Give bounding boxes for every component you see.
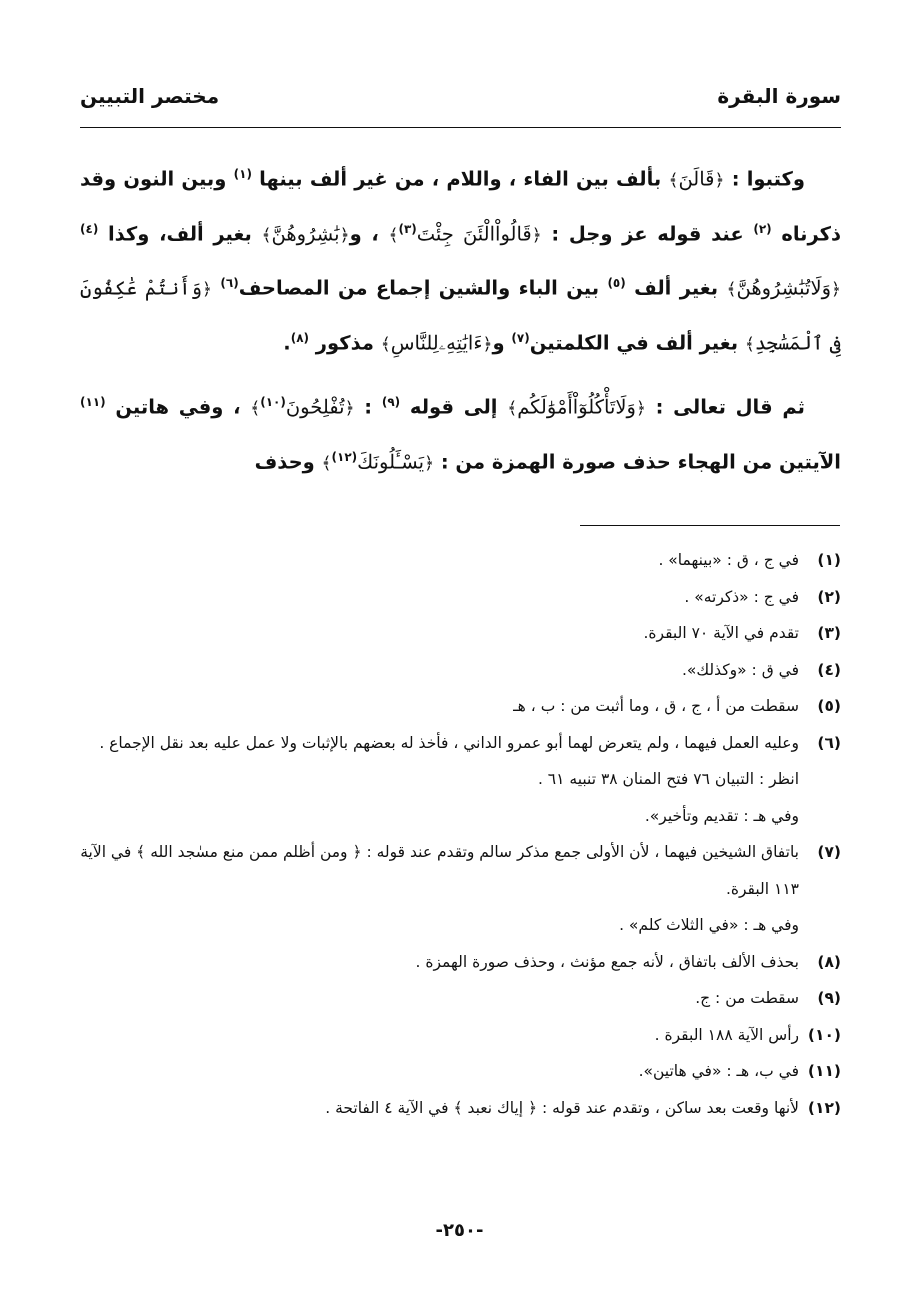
footnote-12	[80, 1090, 841, 1127]
quran-bracket-close: ﴾	[744, 334, 755, 354]
quran-bracket-close: ﴾	[250, 398, 261, 419]
footnote-continuation: انظر : التبيان ٧٦ فتح المنان ٣٨ تنبيه ٦١ .	[537, 770, 799, 788]
quran-bracket-close: ﴾	[261, 225, 272, 245]
footnote-8	[80, 944, 841, 981]
footnote-text: باتفاق الشيخين فيهما ، لأن الأولى جمع مذكر سالم وتقدم عند قوله : ﴿ ومن أظلم ممن منع مسٰجد الله ﴾ في الآية ١١٣ البقرة.	[80, 843, 799, 898]
quran-bracket-open: ﴿	[831, 279, 841, 300]
footnote-10	[80, 1017, 841, 1054]
footnote-continuation: وفي هـ : تقديم وتأخير».	[644, 806, 799, 825]
quran-bracket-close: ﴾	[668, 170, 679, 191]
footnote-number: (٣)	[817, 624, 841, 642]
footnote-6	[80, 725, 841, 835]
footnote-ref: (٨)	[290, 330, 309, 345]
quran-bracket-open: ﴿	[482, 334, 493, 354]
footnote-continuation: وفي هـ : «في الثلاث كلم» .	[619, 916, 799, 934]
footnote-number: (١٠)	[807, 1025, 841, 1044]
footnote-ref: (٩)	[381, 395, 401, 409]
quran-quote: وَأَنتُمْ عَٰكِفُونَ فِى ٱلْمَسَٰجِدِ	[80, 276, 841, 354]
quran-quote: يَسْـَٔلُونَكَ	[357, 450, 425, 473]
page-number: -٢٥٠-	[435, 1220, 484, 1241]
paragraph-1: وكتبوا : ﴿قَالَنَ﴾ بألف بين الفاء ، واللام ، من غير ألف بينها $^{(١)}$ وبين النون وقد ذكرناه $^{(٢)}$ عند قوله عز وجل : ﴿قَالُواْالْئَنَ جِئْتَ$^{(٣)}$﴾ ، و﴿بَٰشِرُوهُنَّ﴾ بغير ألف، وكذا $^{(٤)}$ ﴿وَلَاتُبَٰشِرُوهُنَّ﴾ بغير ألف $^{(٥)}$ بين الباء والشين إجماع من المصاحف$^{(٦)}$ ﴿وَأَنتُمْ عَٰكِفُونَ فِى ٱلْمَسَٰجِدِ﴾ بغير ألف في الكلمتين$^{(٧)}$ و﴿ءَايَٰتِهِۦلِلنَّاسِ﴾ مذكور $^{(٨)}$.	[80, 167, 841, 354]
quran-quote: وَلَاتُبَٰشِرُوهُنَّ	[736, 276, 832, 300]
footnote-text: رأس الآية ١٨٨ البقرة .	[654, 1025, 799, 1044]
quran-bracket-open: ﴿	[339, 225, 350, 245]
quran-bracket-close: ﴾	[507, 398, 518, 419]
footnote-number: (٧)	[817, 843, 841, 861]
footnote-number: (٢)	[817, 587, 841, 606]
quran-bracket-open: ﴿	[531, 225, 542, 245]
footnote-ref: (٧)	[511, 330, 530, 345]
footnote-number: (١)	[817, 551, 841, 569]
footnote-9	[80, 980, 841, 1017]
main-text	[80, 150, 841, 497]
quran-bracket-close: ﴾	[380, 334, 391, 354]
quran-quote: قَالُواْالْئَنَ جِئْتَ	[416, 222, 532, 245]
footnote-number: (٤)	[817, 660, 841, 679]
quran-bracket-open: ﴿	[424, 453, 435, 473]
quran-quote: بَٰشِرُوهُنَّ	[271, 222, 340, 245]
footnote-ref: (٦)	[220, 276, 239, 290]
footnote-1	[80, 542, 841, 579]
footnote-text: سقطت من أ ، ج ، ق ، وما أثبت من : ب ، هـ	[513, 697, 799, 715]
header-rule	[80, 127, 841, 128]
quran-quote: ءَايَٰتِهِۦلِلنَّاسِ	[390, 331, 483, 354]
footnote-text: في ق : «وكذلك».	[681, 660, 799, 679]
footnote-4	[80, 652, 841, 689]
footnote-text: بحذف الألف باتفاق ، لأنه جمع مؤنث ، وحذف صورة الهمزة .	[415, 952, 799, 971]
footnote-ref: (٥)	[607, 276, 626, 290]
quran-bracket-open: ﴿	[635, 398, 646, 419]
footnote-ref: (٤)	[80, 221, 99, 236]
footnote-ref: (١١)	[80, 395, 106, 409]
footnote-text: وعليه العمل فيهما ، ولم يتعرض لهما أبو عمرو الداني ، فأخذ له بعضهم بالإثبات ولا عمل عليه بعد نقل الإجماع .	[99, 733, 799, 752]
quran-bracket-close: ﴾	[726, 279, 737, 300]
footnote-number: (٥)	[817, 697, 841, 715]
book-title: مختصر التبيين	[80, 84, 220, 108]
quran-quote: قَالَنَ	[678, 167, 715, 191]
footnote-separator	[580, 525, 840, 526]
footnote-7	[80, 834, 841, 944]
footnote-number: (٨)	[817, 952, 841, 971]
quran-bracket-open: ﴿	[202, 279, 213, 300]
running-header	[80, 84, 841, 118]
footnote-text: في ج : «ذكرته» .	[684, 587, 799, 606]
footnote-number: (١١)	[807, 1062, 841, 1080]
surah-title: سورة البقرة	[717, 84, 841, 108]
footnote-ref: (٣)	[398, 221, 417, 236]
footnote-ref: (١٢)	[331, 449, 358, 464]
footnote-text: في ب، هـ : «في هاتين».	[638, 1062, 799, 1080]
footnote-number: (٦)	[817, 733, 841, 752]
quran-bracket-open: ﴿	[714, 170, 725, 191]
quran-quote: تُفْلِحُونَ	[285, 395, 345, 419]
footnote-2	[80, 579, 841, 616]
footnote-text: في ج ، ق : «بينهما» .	[658, 551, 799, 569]
footnote-ref: (١)	[233, 167, 252, 181]
footnote-number: (٩)	[817, 989, 841, 1007]
footnote-ref: (٢)	[753, 221, 772, 236]
quran-quote: وَلَاتَأْكُلُوٓاْأَمْوَٰلَكُم	[517, 395, 636, 419]
paragraph-2: ثم قال تعالى : ﴿وَلَاتَأْكُلُوٓاْأَمْوَٰلَكُم﴾ إلى قوله $^{(٩)}$ : ﴿تُفْلِحُونَ$^{(١٠)}$﴾ ، وفي هاتين $^{(١١)}$ الآيتين من الهجاء حذف صورة الهمزة من : ﴿يَسْـَٔلُونَكَ$^{(١٢)}$﴾ وحذف	[80, 395, 841, 473]
quran-bracket-close: ﴾	[321, 453, 332, 473]
footnote-text: تقدم في الآية ٧٠ البقرة.	[643, 624, 799, 642]
footnote-5	[80, 688, 841, 725]
quran-bracket-open: ﴿	[344, 398, 355, 419]
footnote-ref: (١٠)	[260, 395, 286, 409]
footnote-text: لأنها وقعت بعد ساكن ، وتقدم عند قوله : ﴿ إياك نعبد ﴾ في الآية ٤ الفاتحة .	[325, 1098, 799, 1117]
footnote-number: (١٢)	[807, 1098, 841, 1117]
footnote-text: سقطت من : ج.	[695, 989, 799, 1007]
footnote-11	[80, 1053, 841, 1090]
quran-bracket-close: ﴾	[388, 225, 399, 245]
footnotes	[80, 542, 841, 1126]
footnote-3	[80, 615, 841, 652]
